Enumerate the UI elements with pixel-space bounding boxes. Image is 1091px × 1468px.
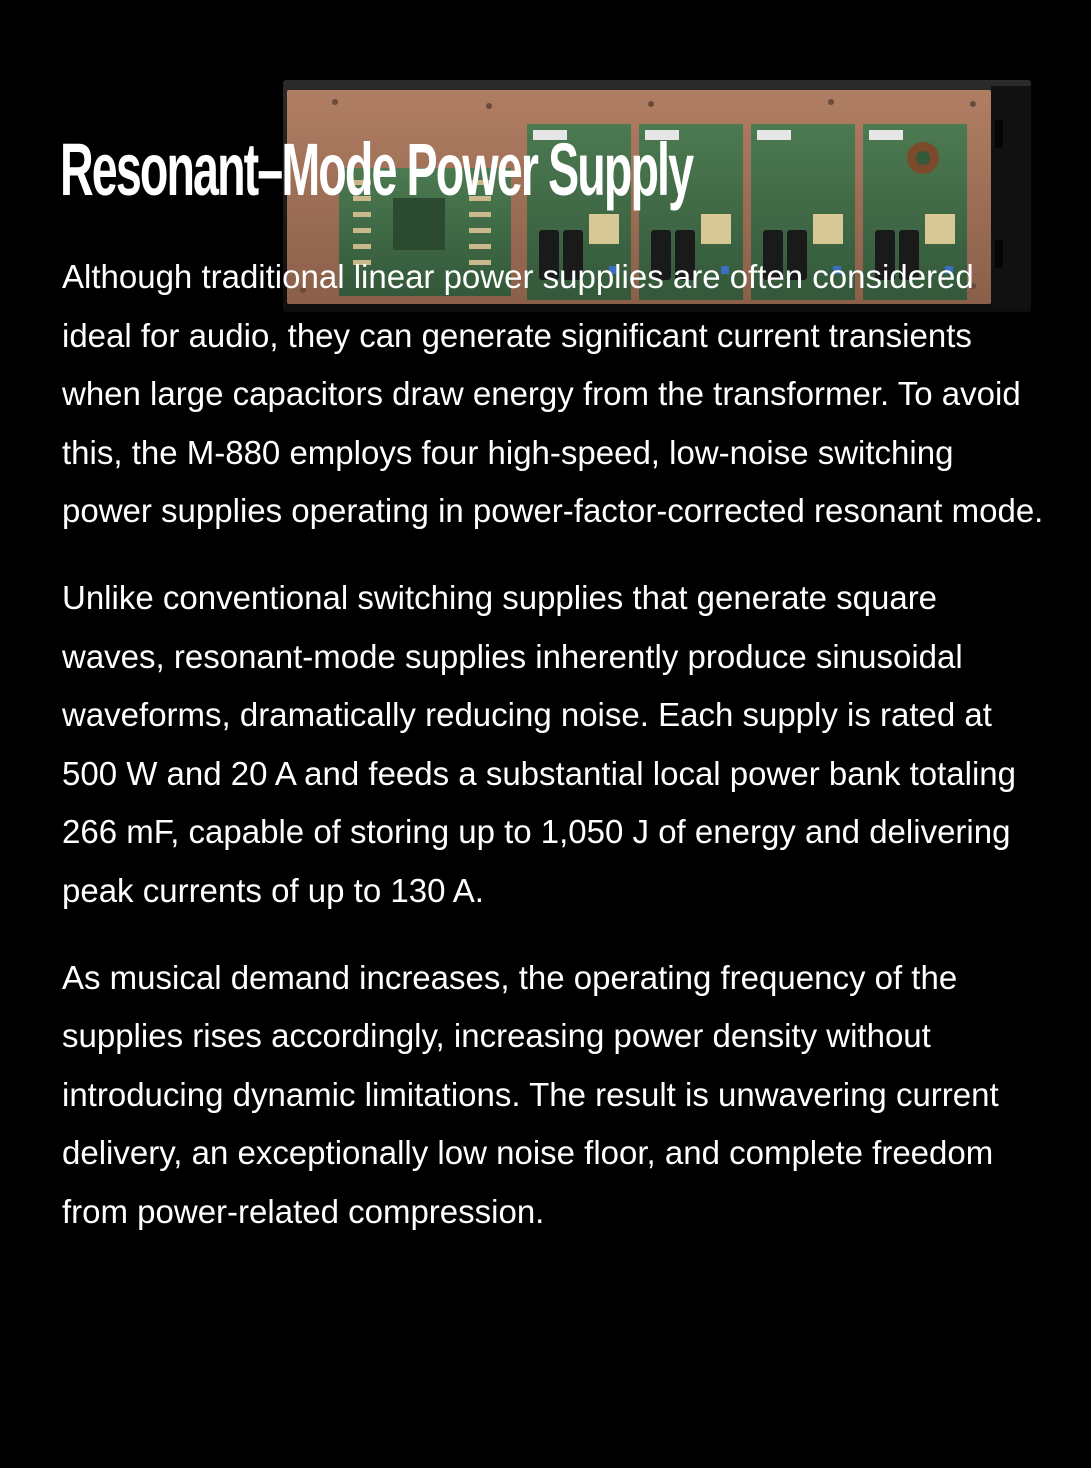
section-body (62, 248, 1047, 1270)
paragraph: Although traditional linear power supplies are often considered ideal for audio, they can generate significant current transients when large capacitors draw energy from the transformer. To avoid this, the M-880 employs four high-speed, low-noise switching power supplies operating in power-factor-corrected resonant mode. (62, 258, 1044, 530)
section-title: Resonant–Mode Power Supply (60, 128, 693, 211)
paragraph: Unlike conventional switching supplies that generate square waves, resonant-mode supplies inherently produce sinusoidal waveforms, dramatically reducing noise. Each supply is rated at 500 W and 20 A and feeds a substantial local power bank totaling 266 mF, capable of storing up to 1,050 J of energy and delivering peak currents of up to 130 A. (62, 578, 1016, 909)
paragraph: As musical demand increases, the operating frequency of the supplies rises accordingly, increasing power density without introducing dynamic limitations. The result is unwavering current delivery, an exceptionally low noise floor, and complete freedom from power-related compression. (62, 958, 999, 1230)
